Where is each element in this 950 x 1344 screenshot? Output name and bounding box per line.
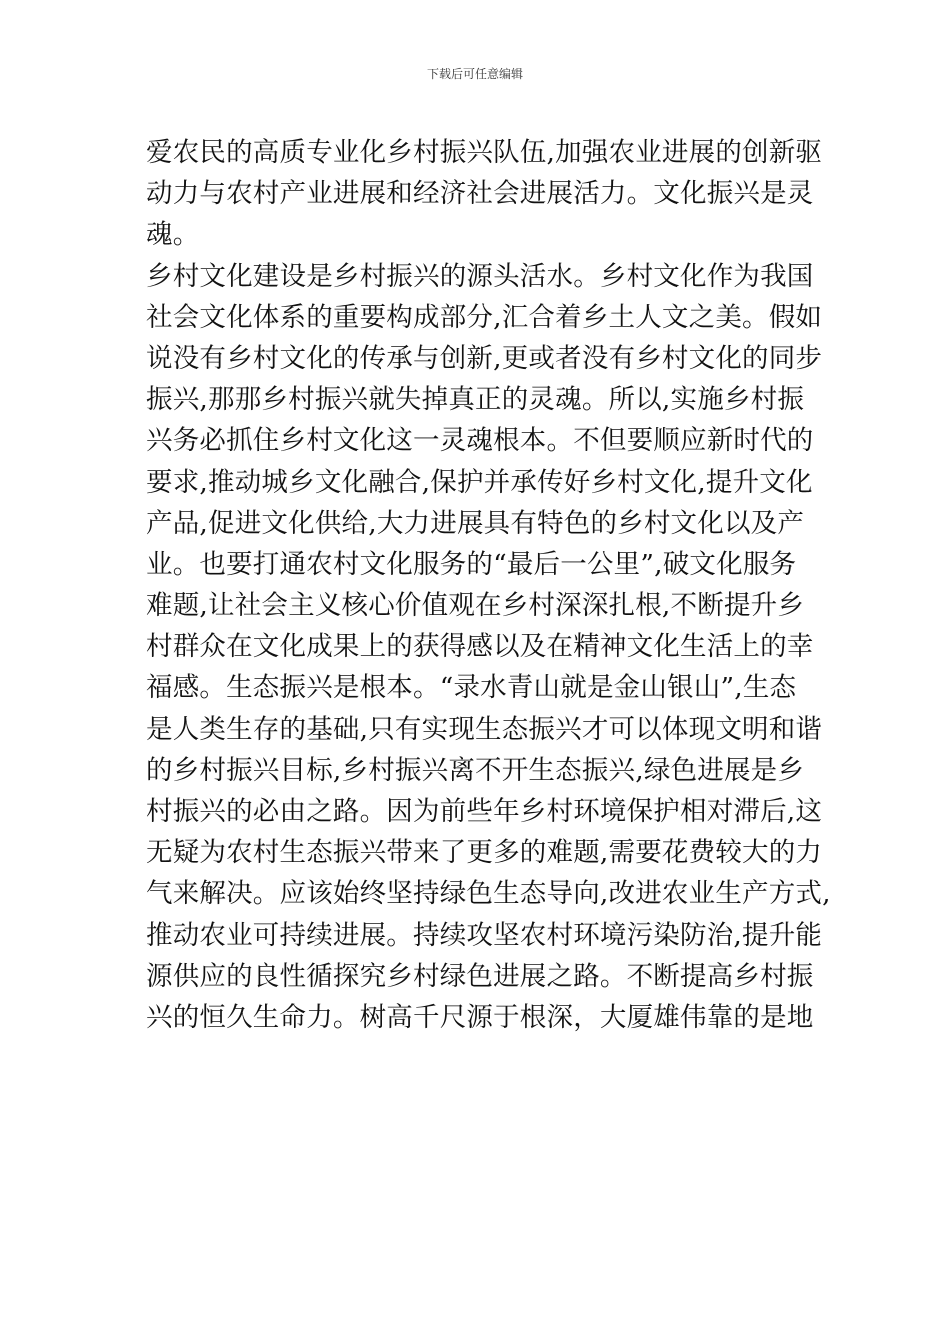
text-line: 产品,促进文化供给,大力进展具有特色的乡村文化以及产: [146, 507, 805, 539]
text-line: 气来解决。应该始终坚持绿色生态导向,改进农业生产方式,: [146, 878, 831, 910]
text-line: 魂。: [146, 219, 200, 251]
text-line: 振兴,那那乡村振兴就失掉真正的灵魂。所以,实施乡村振: [146, 384, 805, 416]
text-line: 动力与农村产业进展和经济社会进展活力。文化振兴是灵: [146, 178, 814, 210]
text-line: 难题,让社会主义核心价值观在乡村深深扎根,不断提升乡: [146, 590, 805, 622]
text-line: 爱农民的高质专业化乡村振兴队伍,加强农业进展的创新驱: [146, 137, 823, 168]
text-line: 社会文化体系的重要构成部分,汇合着乡土人文之美。假如: [146, 301, 823, 333]
document-body: [146, 132, 831, 1038]
text-line: 推动农业可持续进展。持续攻坚农村环境污染防治,提升能: [146, 919, 823, 951]
text-line: 村振兴的必由之路。因为前些年乡村环境保护相对滞后,这: [146, 796, 823, 827]
text-line: 无疑为农村生态振兴带来了更多的难题,需要花费较大的力: [146, 837, 823, 869]
text-line: 村群众在文化成果上的获得感以及在精神文化生活上的幸: [146, 631, 814, 663]
text-line: 源供应的良性循探究乡村绿色进展之路。不断提高乡村振: [146, 960, 814, 992]
text-line: 说没有乡村文化的传承与创新,更或者没有乡村文化的同步: [146, 342, 823, 374]
text-line: 乡村文化建设是乡村振兴的源头活水。乡村文化作为我国: [146, 260, 814, 292]
text-line: 兴的恒久生命力。树高千尺源于根深，大厦雄伟靠的是地: [146, 1001, 814, 1033]
text-line: 是人类生存的基础,只有实现生态振兴才可以体现文明和谐: [146, 713, 823, 745]
page-header: 下载后可任意编辑: [426, 67, 523, 81]
text-line: 要求,推动城乡文化融合,保护并承传好乡村文化,提升文化: [146, 466, 813, 498]
text-line: 福感。生态振兴是根本。“录水青山就是金山银山”,生态: [146, 672, 797, 704]
text-line: 兴务必抓住乡村文化这一灵魂根本。不但要顺应新时代的: [146, 425, 814, 457]
text-line: 业。也要打通农村文化服务的“最后一公里”,破文化服务: [146, 548, 797, 580]
text-line: 的乡村振兴目标,乡村振兴离不开生态振兴,绿色进展是乡: [146, 754, 805, 786]
